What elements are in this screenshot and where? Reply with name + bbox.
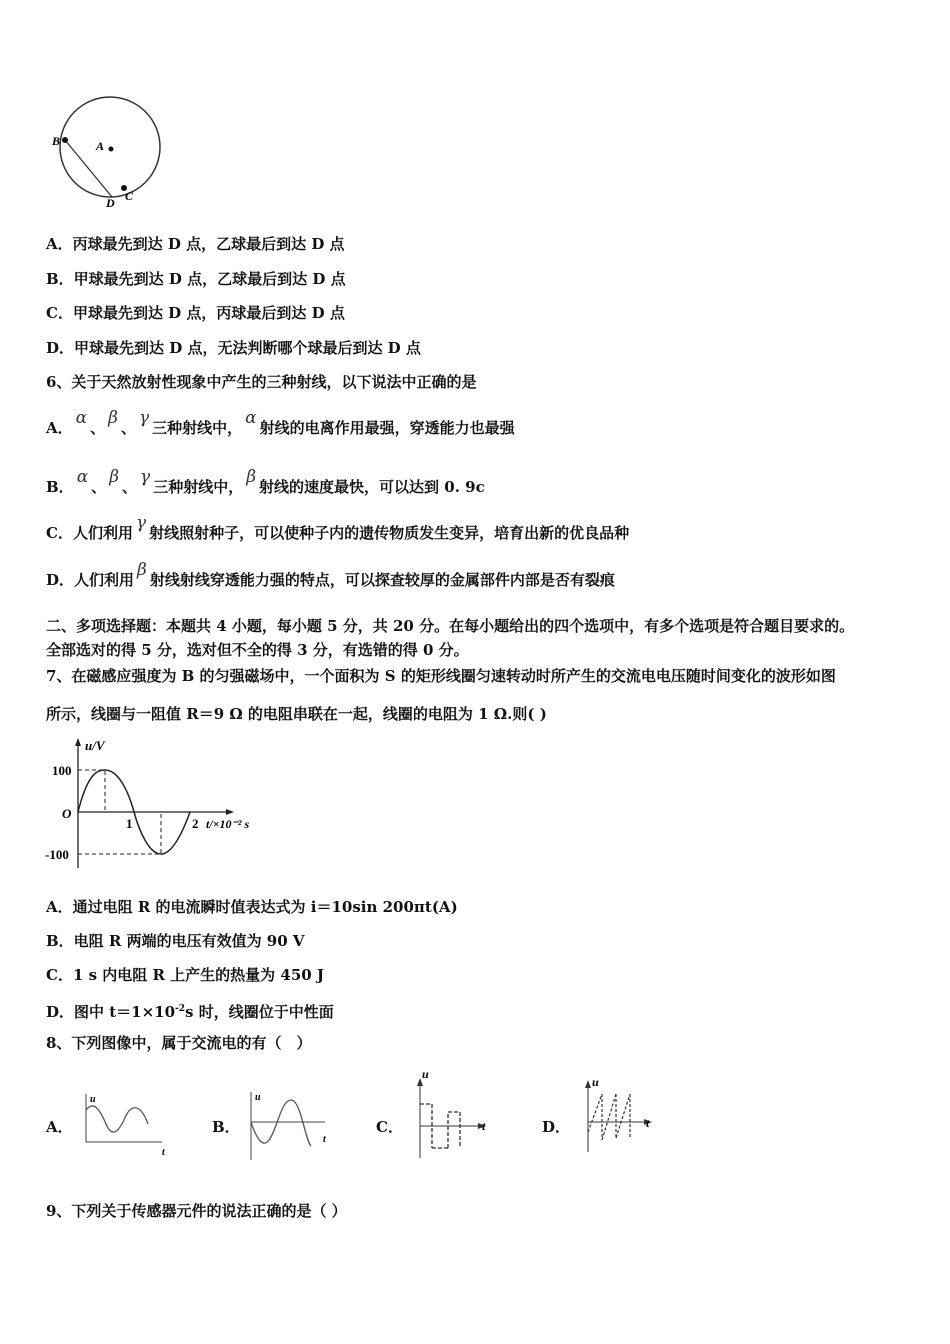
separator: 、 (120, 419, 136, 437)
q8-graph-a[interactable] (80, 1090, 175, 1160)
svg-text:2: 2 (192, 816, 199, 831)
q9-stem: 9、下列关于传感器元件的说法正确的是（ ） (46, 1202, 347, 1220)
separator: 、 (122, 478, 138, 496)
svg-text:u: u (422, 1068, 429, 1081)
gamma-symbol: γ (135, 513, 147, 533)
alpha-symbol: α (245, 408, 257, 428)
svg-text:A: A (96, 139, 105, 153)
svg-text:t: t (162, 1147, 165, 1158)
alpha-symbol: α (75, 408, 88, 428)
svg-text:-100: -100 (45, 847, 69, 862)
text: D．人们利用 (46, 571, 135, 589)
exponent: -2 (175, 1004, 186, 1014)
option-label: A． (46, 419, 73, 437)
svg-text:u: u (90, 1094, 96, 1105)
svg-text:C: C (125, 189, 134, 203)
section2-heading: 二、多项选择题：本题共 4 小题，每小题 5 分，共 20 分。在每小题给出的四个选项中，有多个选项是符合题目要求的。 (46, 617, 855, 635)
option-label: B． (46, 478, 74, 496)
q8-option-d-label[interactable]: D． (542, 1118, 571, 1136)
q7-option-d[interactable] (46, 999, 334, 1022)
q6-option-c[interactable] (46, 513, 630, 543)
text: s 时，线圈位于中性面 (185, 1003, 334, 1021)
q7-option-c[interactable]: C．1 s 内电阻 R 上产生的热量为 450 J (46, 966, 325, 984)
q8-option-b-label[interactable]: B． (212, 1118, 240, 1136)
svg-text:t/×10⁻² s: t/×10⁻² s (206, 817, 250, 831)
svg-text:u: u (255, 1092, 261, 1103)
separator: 、 (91, 478, 107, 496)
text: D．图中 t＝1×10 (46, 1003, 176, 1021)
q5-option-a[interactable]: A．丙球最先到达 D 点，乙球最后到达 D 点 (46, 235, 345, 253)
q7-option-b[interactable]: B．电阻 R 两端的电压有效值为 90 V (46, 932, 305, 950)
svg-text:u/V: u/V (85, 738, 105, 753)
q5-option-c[interactable]: C．甲球最先到达 D 点，丙球最后到达 D 点 (46, 304, 345, 322)
q8-graph-d[interactable] (580, 1072, 660, 1157)
beta-symbol: β (246, 467, 257, 487)
svg-text:u: u (592, 1075, 599, 1089)
q8-graph-b[interactable] (245, 1090, 340, 1165)
section2-scoring: 全部选对的得 5 分，选对但不全的得 3 分，有选错的得 0 分。 (46, 641, 469, 659)
q6-option-d[interactable] (46, 560, 615, 590)
text: 三种射线中， (153, 478, 244, 496)
svg-text:t: t (482, 1119, 486, 1133)
q8-graph-c[interactable] (410, 1068, 495, 1163)
circle-diagram (48, 95, 168, 210)
q7-stem-line1: 7、在磁感应强度为 B 的匀强磁场中，一个面积为 S 的矩形线圈匀速转动时所产生的交流电电压随时间变化的波形如图 (46, 667, 836, 685)
q8-stem: 8、下列图像中，属于交流电的有（ ） (46, 1034, 312, 1052)
svg-text:100: 100 (52, 763, 72, 778)
q7-stem-line2: 所示，线圈与一阻值 R＝9 Ω 的电阻串联在一起，线圈的电阻为 1 Ω.则( ) (46, 705, 547, 723)
q5-option-b[interactable]: B．甲球最先到达 D 点，乙球最后到达 D 点 (46, 270, 346, 288)
q8-option-a-label[interactable]: A． (46, 1118, 73, 1136)
text: 射线射线穿透能力强的特点，可以探查较厚的金属部件内部是否有裂痕 (149, 571, 615, 589)
q6-option-a[interactable] (46, 408, 515, 438)
voltage-waveform-graph (40, 730, 280, 870)
text: C．人们利用 (46, 524, 133, 542)
text: 射线的速度最快，可以达到 0. 9c (259, 478, 485, 496)
svg-text:1: 1 (126, 816, 133, 831)
gamma-symbol: γ (138, 408, 150, 428)
q5-option-d[interactable]: D．甲球最先到达 D 点，无法判断哪个球最后到达 D 点 (46, 339, 421, 357)
svg-text:t: t (646, 1116, 650, 1130)
alpha-symbol: α (76, 467, 89, 487)
text: 射线照射种子，可以使种子内的遗传物质发生变异，培育出新的优良品种 (149, 524, 630, 542)
separator: 、 (90, 419, 106, 437)
q6-stem: 6、关于天然放射性现象中产生的三种射线，以下说法中正确的是 (46, 373, 477, 391)
q6-option-b[interactable] (46, 467, 485, 497)
text: 射线的电离作用最强，穿透能力也最强 (259, 419, 515, 437)
beta-symbol: β (109, 467, 120, 487)
svg-text:t: t (323, 1134, 326, 1145)
q8-option-c-label[interactable]: C． (376, 1118, 403, 1136)
svg-text:O: O (62, 806, 72, 821)
beta-symbol: β (137, 560, 147, 580)
beta-symbol: β (108, 408, 118, 428)
svg-text:D: D (106, 196, 115, 210)
text: 三种射线中， (152, 419, 243, 437)
q7-option-a[interactable]: A．通过电阻 R 的电流瞬时值表达式为 i＝10sin 200πt(A) (46, 898, 458, 916)
gamma-symbol: γ (140, 467, 151, 487)
svg-text:B: B (52, 134, 61, 148)
